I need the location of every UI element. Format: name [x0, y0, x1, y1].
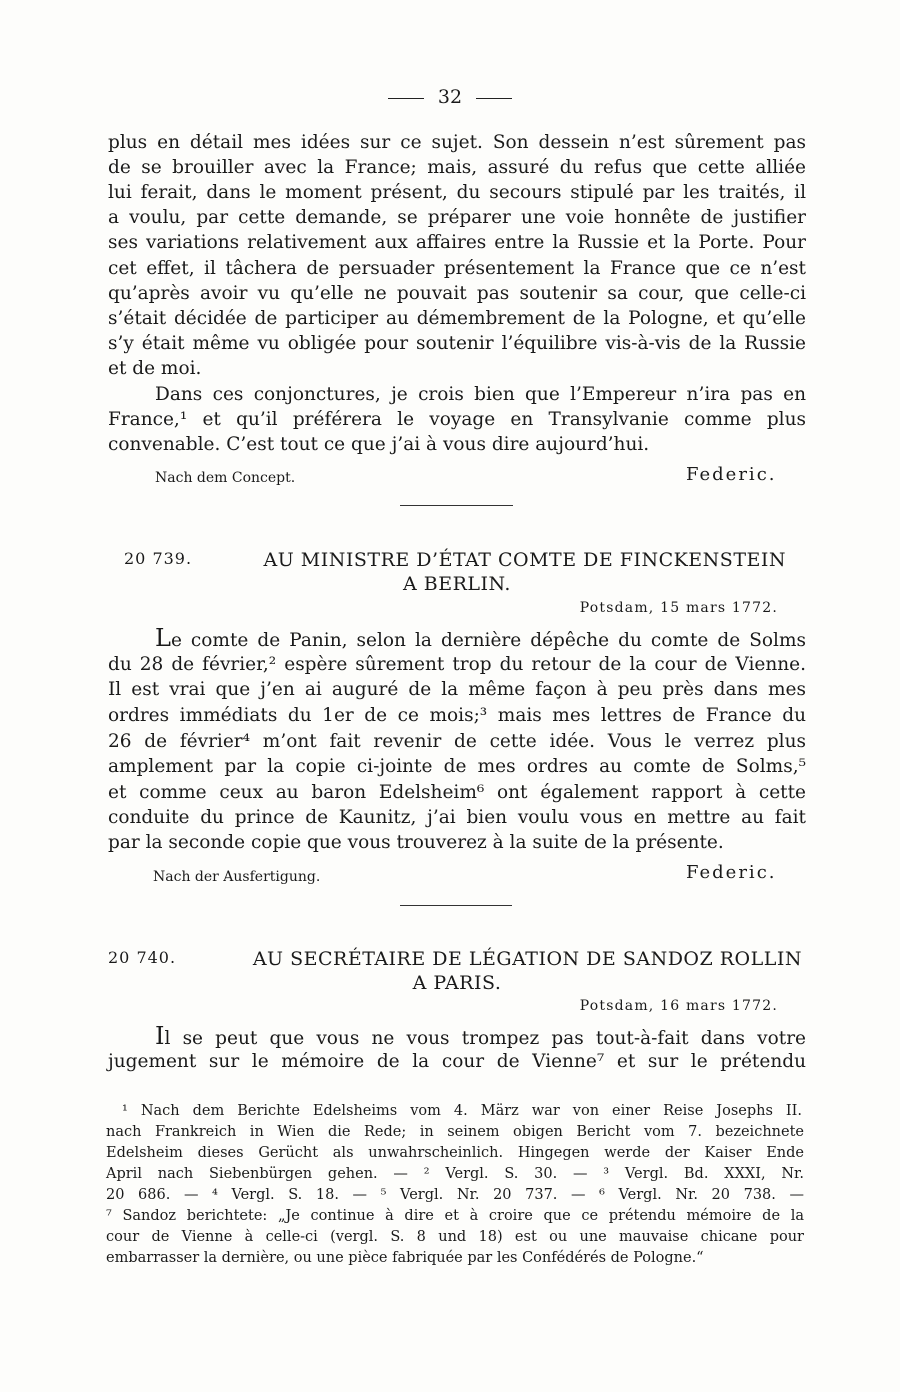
- footnote-line: embarrasser la dernière, ou une pièce fabriquée par les Confédérés de Pologne.“: [106, 1250, 704, 1266]
- text-line: jugement sur le mémoire de la cour de Vienne⁷ et sur le prétendu: [108, 1051, 806, 1072]
- text-line: s’était décidée de participer au démembrement de la Pologne, et qu’elle: [108, 308, 806, 329]
- signature: Federic.: [686, 464, 777, 485]
- text-line: plus en détail mes idées sur ce sujet. Son dessein n’est sûrement pas: [108, 132, 806, 153]
- text-line: de se brouiller avec la France; mais, assuré du refus que cette alliée: [108, 157, 806, 178]
- text-line: 26 de février⁴ m’ont fait revenir de cette idée. Vous le verrez plus: [108, 731, 806, 752]
- text-line: France,¹ et qu’il préférera le voyage en Transylvanie comme plus: [108, 409, 806, 430]
- text-line-content: e comte de Panin, selon la dernière dépêche du comte de Solms: [170, 630, 806, 651]
- source-note: Nach der Ausfertigung.: [153, 869, 321, 885]
- section-divider: [400, 505, 513, 506]
- drop-cap: L: [155, 624, 171, 652]
- letter-heading: [108, 549, 806, 599]
- text-line: a voulu, par cette demande, se préparer une voie honnête de justifier: [108, 207, 806, 228]
- letter-dateline: Potsdam, 15 mars 1772.: [579, 600, 778, 616]
- drop-cap: I: [155, 1022, 165, 1050]
- text-line: cet effet, il tâchera de persuader présentement la France que ce n’est: [108, 258, 806, 279]
- text-line: lui ferait, dans le moment présent, du secours stipulé par les traités, il: [108, 182, 806, 203]
- text-line: par la seconde copie que vous trouverez à la suite de la présente.: [108, 832, 724, 853]
- letter-number: 20 739.: [124, 549, 193, 568]
- letter-dateline: Potsdam, 16 mars 1772.: [579, 998, 778, 1014]
- text-line: du 28 de février,² espère sûrement trop du retour de la cour de Vienne.: [108, 654, 806, 675]
- text-line: Dans ces conjonctures, je crois bien que l’Empereur n’ira pas en: [155, 384, 806, 405]
- source-note: Nach dem Concept.: [155, 470, 296, 486]
- text-line: et comme ceux au baron Edelsheim⁶ ont également rapport à cette: [108, 782, 806, 803]
- text-line: convenable. C’est tout ce que j’ai à vous dire aujourd’hui.: [108, 434, 650, 455]
- letter-addressee: AU SECRÉTAIRE DE LÉGATION DE SANDOZ ROLLIN: [252, 948, 802, 970]
- page-number-text: 32: [437, 86, 463, 108]
- footnote-line: cour de Vienne à celle-ci (vergl. S. 8 und 18) est ou une mauvaise chicane pour: [106, 1229, 804, 1245]
- text-line: Il est vrai que j’en ai auguré de la même façon à peu près dans mes: [108, 679, 806, 700]
- text-line: [155, 1024, 806, 1049]
- footnote-line: 20 686. — ⁴ Vergl. S. 18. — ⁵ Vergl. Nr. 20 737. — ⁶ Vergl. Nr. 20 738. —: [106, 1187, 804, 1203]
- footnote-line: nach Frankreich in Wien die Rede; in seinem obigen Bericht vom 7. bezeichnete: [106, 1124, 804, 1140]
- footnote-line: ¹ Nach dem Berichte Edelsheims vom 4. März war von einer Reise Josephs II.: [122, 1103, 802, 1119]
- text-line: qu’après avoir vu qu’elle ne pouvait pas soutenir sa cour, que celle-ci: [108, 283, 806, 304]
- letter-heading: [108, 948, 806, 998]
- text-line: conduite du prince de Kaunitz, j’ai bien voulu vous en mettre au fait: [108, 807, 806, 828]
- letter-city: A BERLIN.: [403, 573, 511, 595]
- text-line: ses variations relativement aux affaires entre la Russie et la Porte. Pour: [108, 232, 806, 253]
- signature: Federic.: [686, 862, 777, 883]
- text-line: amplement par la copie ci-jointe de mes ordres au comte de Solms,⁵: [108, 756, 806, 777]
- text-line: [155, 626, 806, 651]
- page-number: [0, 86, 900, 108]
- page-number-dash-right: [476, 98, 512, 99]
- letter-number: 20 740.: [108, 948, 177, 967]
- text-line: ordres immédiats du 1er de ce mois;³ mais mes lettres de France du: [108, 705, 806, 726]
- text-line: et de moi.: [108, 358, 202, 379]
- text-line-content: l se peut que vous ne vous trompez pas tout-à-fait dans votre: [164, 1028, 806, 1049]
- page-number-dash-left: [388, 98, 424, 99]
- footnote-line: ⁷ Sandoz berichtete: „Je continue à dire et à croire que ce prétendu mémoire de la: [106, 1208, 804, 1224]
- text-line: s’y était même vu obligée pour soutenir l’équilibre vis-à-vis de la Russie: [108, 333, 806, 354]
- section-divider: [400, 905, 512, 906]
- footnote-line: April nach Siebenbürgen gehen. — ² Vergl. S. 30. — ³ Vergl. Bd. XXXI, Nr.: [106, 1166, 804, 1182]
- letter-city: A PARIS.: [412, 972, 502, 994]
- footnote-line: Edelsheim dieses Gerücht als unwahrscheinlich. Hingegen werde der Kaiser Ende: [106, 1145, 804, 1161]
- letter-addressee: AU MINISTRE D’ÉTAT COMTE DE FINCKENSTEIN: [263, 549, 786, 571]
